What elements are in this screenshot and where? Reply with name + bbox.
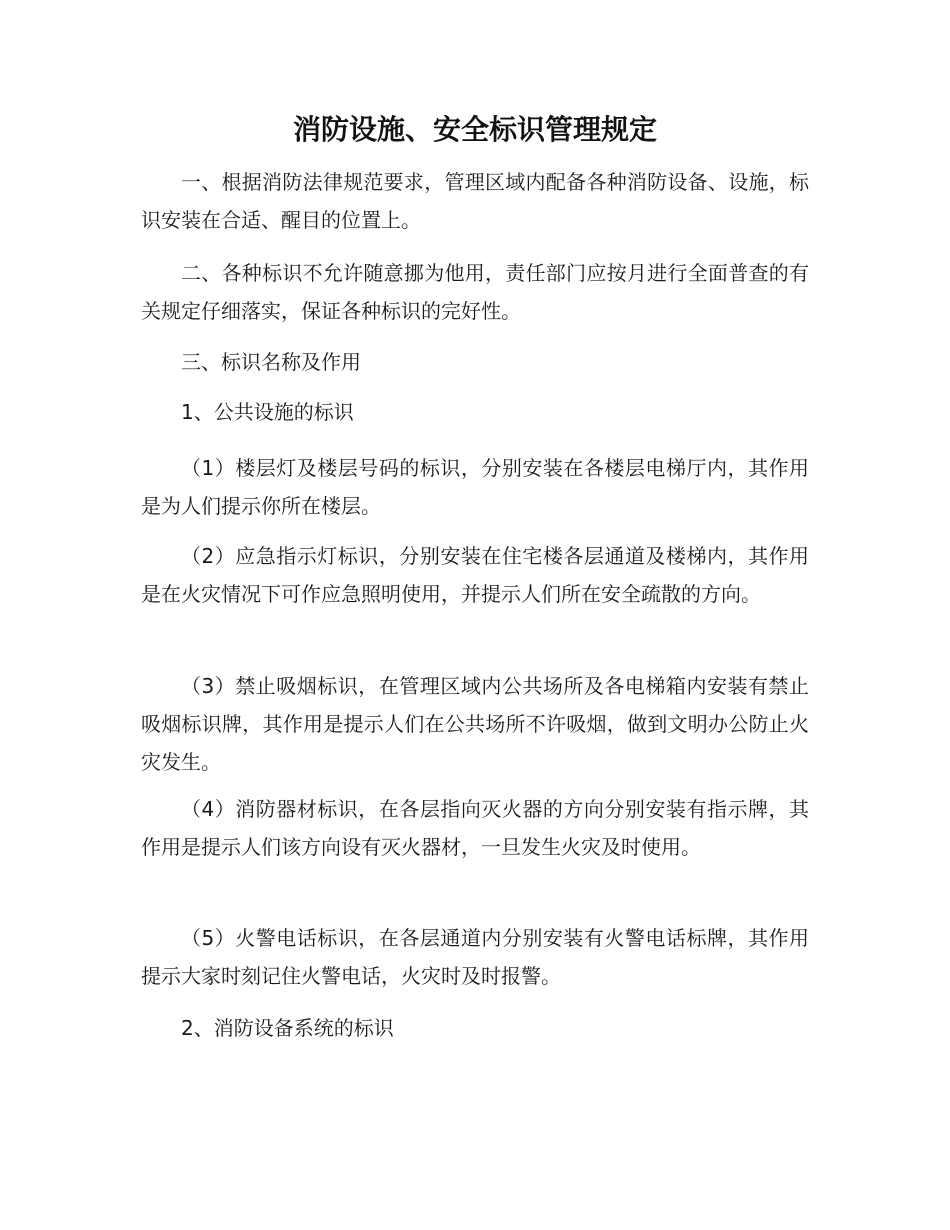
page-title: 消防设施、安全标识管理规定 xyxy=(292,113,657,146)
item-1: （1）楼层灯及楼层号码的标识，分别安装在各楼层电梯厅内，其作用是为人们提示你所在楼层。 xyxy=(141,456,809,518)
item-2: （2）应急指示灯标识，分别安装在住宅楼各层通道及楼梯内，其作用是在火灾情况下可作应急照明使用，并提示人们所在安全疏散的方向。 xyxy=(141,544,809,606)
subsection-heading-1: 1、公共设施的标识 xyxy=(181,400,354,424)
subsection-heading-2: 2、消防设备系统的标识 xyxy=(181,1016,394,1040)
item-3: （3）禁止吸烟标识，在管理区域内公共场所及各电梯箱内安装有禁止吸烟标识牌，其作用是提示人们在公共场所不许吸烟，做到文明办公防止火灾发生。 xyxy=(141,674,809,774)
section-heading-3: 三、标识名称及作用 xyxy=(181,350,361,374)
paragraph-1: 一、根据消防法律规范要求，管理区域内配备各种消防设备、设施，标识安装在合适、醒目的位置上。 xyxy=(141,170,809,232)
paragraph-2: 二、各种标识不允许随意挪为他用，责任部门应按月进行全面普查的有关规定仔细落实，保证各种标识的完好性。 xyxy=(141,261,809,323)
item-5: （5）火警电话标识，在各层通道内分别安装有火警电话标牌，其作用提示大家时刻记住火警电话，火灾时及时报警。 xyxy=(141,926,809,988)
item-4: （4）消防器材标识，在各层指向灭火器的方向分别安装有指示牌，其作用是提示人们该方向设有灭火器材，一旦发生火灾及时使用。 xyxy=(141,797,809,859)
